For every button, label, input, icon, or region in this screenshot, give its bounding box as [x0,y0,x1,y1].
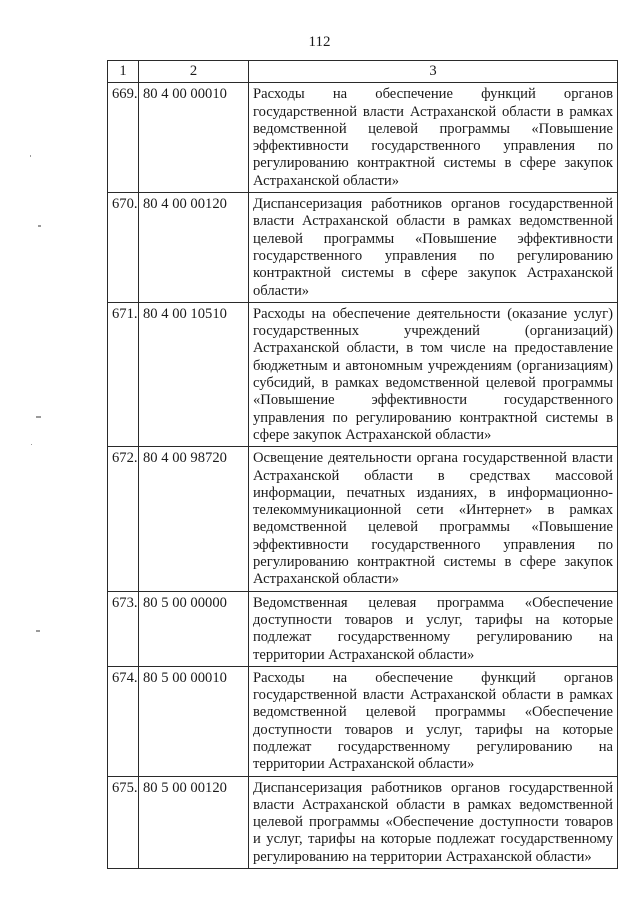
header-col-3: 3 [249,61,618,83]
page-number: 112 [308,34,331,50]
row-number: 669. [108,83,139,193]
row-number: 672. [108,447,139,591]
scan-speck [30,155,31,157]
row-description: Расходы на обеспечение деятельности (оказание услуг) государственных учреждений (организаций) Астраханской области, в том числе на предоставление бюджетным и автономным учреждениям (организациям) субсидий, в рамках ведомственной целевой программы «Повышение эффективности государственного управления по регулированию контрактной системы в сфере закупок Астраханской области» [249,302,618,446]
header-col-2: 2 [139,61,249,83]
row-number: 673. [108,591,139,666]
classification-code: 80 4 00 00010 [139,83,249,193]
scan-speck [36,416,41,418]
classification-code: 80 5 00 00000 [139,591,249,666]
scan-speck [38,225,41,227]
row-description: Ведомственная целевая программа «Обеспечение доступности товаров и услуг, тарифы на которые подлежат государственному регулированию на территории Астраханской области» [249,591,618,666]
classification-code: 80 4 00 98720 [139,447,249,591]
classification-code: 80 4 00 10510 [139,302,249,446]
row-number: 670. [108,193,139,303]
row-description: Освещение деятельности органа государственной власти Астраханской области в средствах массовой информации, печатных изданиях, в информационно-телекоммуникационной сети «Интернет» в рамках ведомственной целевой программы «Повышение эффективности государственного управления по регулированию контрактной системы в сфере закупок Астраханской области» [249,447,618,591]
scan-speck [31,444,32,445]
row-description: Диспансеризация работников органов государственной власти Астраханской области в рамках ведомственной целевой программы «Обеспечение доступности товаров и услуг, тарифы на которые подлежат государственному регулированию на территории Астраханской области» [249,776,618,868]
row-number: 671. [108,302,139,446]
row-description: Расходы на обеспечение функций органов государственной власти Астраханской области в рамках ведомственной целевой программы «Повышение эффективности государственного управления по регулированию контрактной системы в сфере закупок Астраханской области» [249,83,618,193]
row-number: 674. [108,666,139,776]
classification-code: 80 5 00 00010 [139,666,249,776]
classification-code: 80 5 00 00120 [139,776,249,868]
row-description: Диспансеризация работников органов государственной власти Астраханской области в рамках ведомственной целевой программы «Повышение эффективности государственного управления по регулированию контрактной системы в сфере закупок Астраханской области» [249,193,618,303]
scan-speck [36,630,40,632]
row-number: 675. [108,776,139,868]
header-col-1: 1 [108,61,139,83]
classification-code: 80 4 00 00120 [139,193,249,303]
row-description: Расходы на обеспечение функций органов государственной власти Астраханской области в рамках ведомственной целевой программы «Обеспечение доступности товаров и услуг, тарифы на которые подлежат государственному регулированию на территории Астраханской области» [249,666,618,776]
